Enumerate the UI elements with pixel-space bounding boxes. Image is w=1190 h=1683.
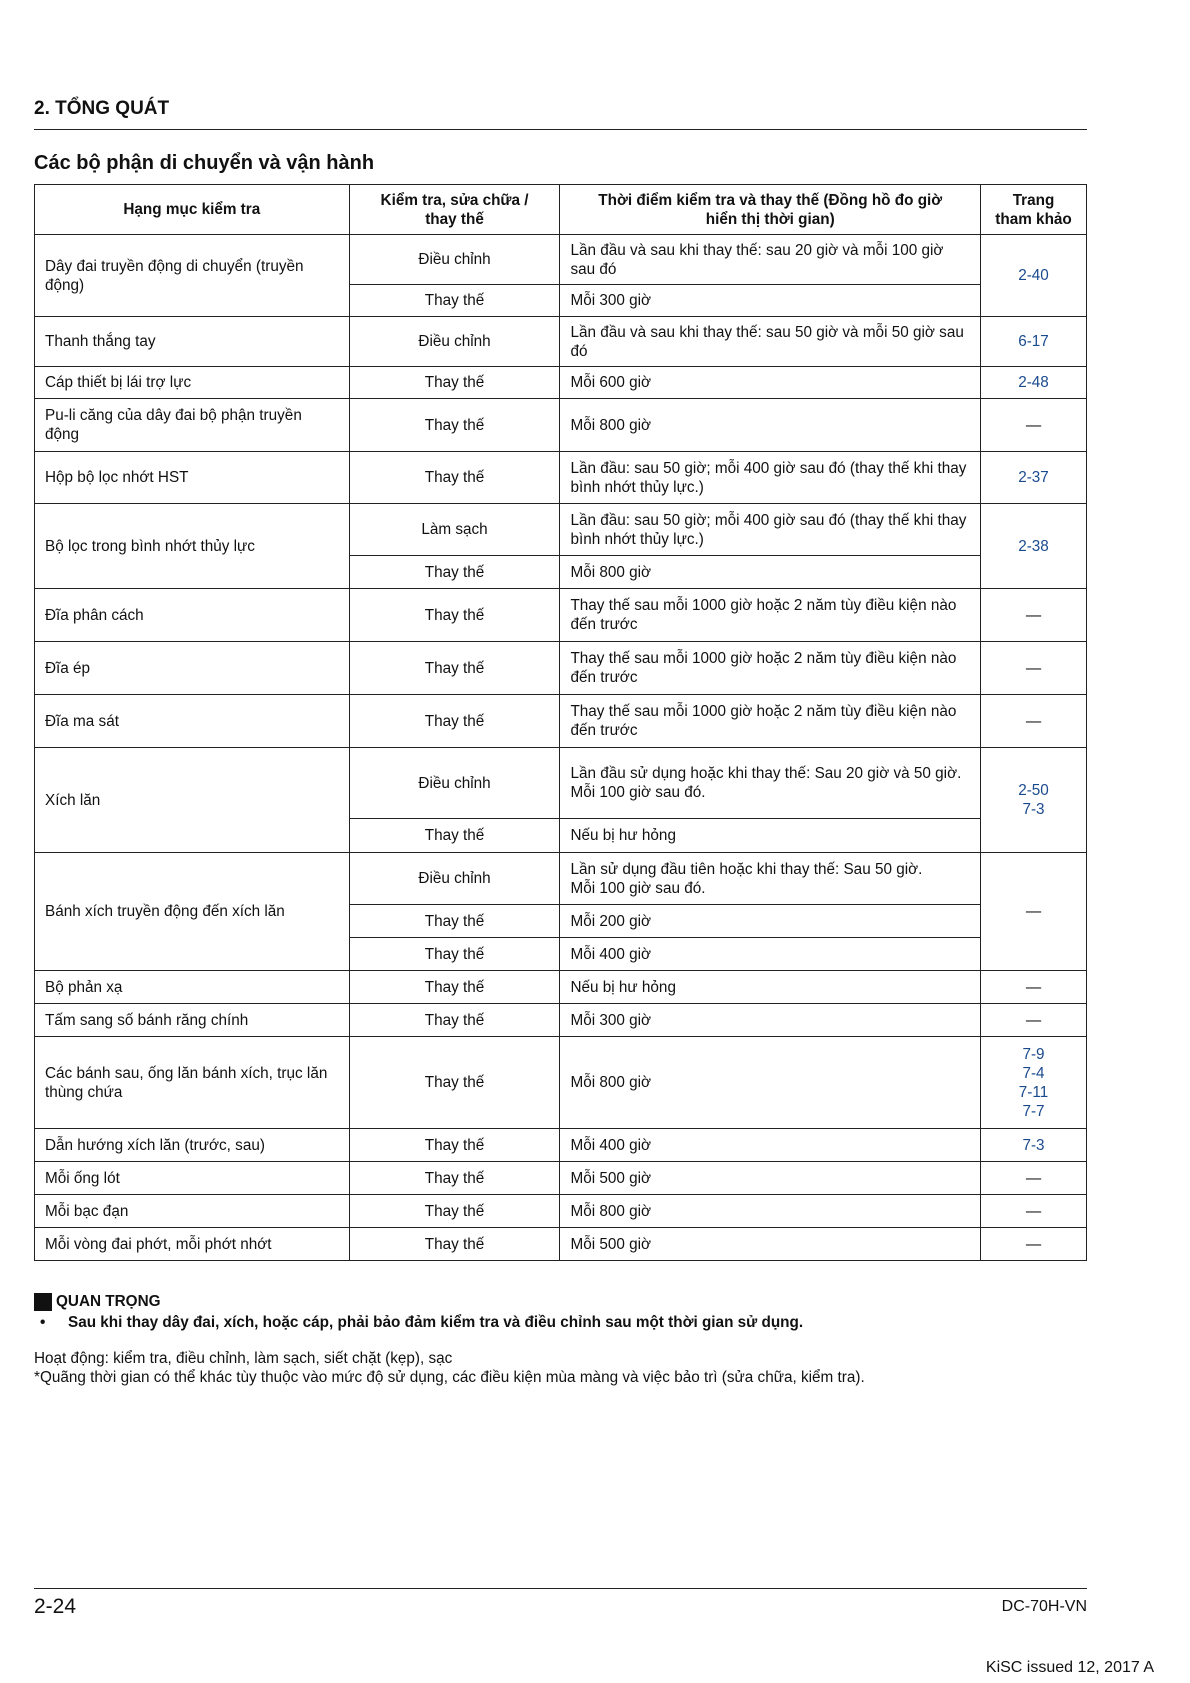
timing-cell: Lần đầu và sau khi thay thế: sau 50 giờ và mỗi 50 giờ sau đó: [560, 317, 981, 367]
action-cell: Thay thế: [349, 1004, 560, 1037]
timing-cell: Lần sử dụng đầu tiên hoặc khi thay thế: Sau 50 giờ. Mỗi 100 giờ sau đó.: [560, 853, 981, 905]
table-row: [35, 235, 1087, 285]
reference-cell: —: [981, 642, 1087, 695]
item-cell: Đĩa ma sát: [35, 695, 350, 748]
timing-cell: Mỗi 500 giờ: [560, 1162, 981, 1195]
reference-cell: —: [981, 1228, 1087, 1261]
header-divider: [34, 129, 1087, 130]
table-row: [35, 748, 1087, 819]
reference-cell: —: [981, 1162, 1087, 1195]
subsection-title: Các bộ phận di chuyển và vận hành: [34, 152, 375, 174]
item-cell: Mỗi bạc đạn: [35, 1195, 350, 1228]
table-row: [35, 853, 1087, 905]
item-cell: Dẫn hướng xích lăn (trước, sau): [35, 1129, 350, 1162]
action-cell: Thay thế: [349, 971, 560, 1004]
header-action: Kiểm tra, sửa chữa / thay thế: [349, 185, 560, 235]
timing-cell: Thay thế sau mỗi 1000 giờ hoặc 2 năm tùy điều kiện nào đến trước: [560, 695, 981, 748]
item-cell: Pu-li căng của dây đai bộ phận truyền động: [35, 399, 350, 452]
item-cell: Xích lăn: [35, 748, 350, 853]
timing-cell: Mỗi 200 giờ: [560, 905, 981, 938]
item-cell: Mỗi ống lót: [35, 1162, 350, 1195]
action-cell: Thay thế: [349, 367, 560, 399]
action-cell: Làm sạch: [349, 504, 560, 556]
reference-link[interactable]: 7-3: [981, 1129, 1087, 1162]
timing-cell: Nếu bị hư hỏng: [560, 971, 981, 1004]
item-cell: Đĩa phân cách: [35, 589, 350, 642]
timing-cell: Lần đầu: sau 50 giờ; mỗi 400 giờ sau đó (thay thế khi thay bình nhớt thủy lực.): [560, 452, 981, 504]
reference-cell: —: [981, 971, 1087, 1004]
issued-label: KiSC issued 12, 2017 A: [985, 1659, 1154, 1676]
reference-link[interactable]: 2-40: [981, 235, 1087, 317]
reference-link[interactable]: 7-9 7-4 7-11 7-7: [981, 1037, 1087, 1129]
action-cell: Thay thế: [349, 1162, 560, 1195]
action-cell: Thay thế: [349, 1037, 560, 1129]
header-reference-page: Trang tham khảo: [981, 185, 1087, 235]
action-cell: Thay thế: [349, 819, 560, 853]
action-cell: Thay thế: [349, 285, 560, 317]
reference-link[interactable]: 6-17: [981, 317, 1087, 367]
item-cell: Hộp bộ lọc nhớt HST: [35, 452, 350, 504]
action-cell: Thay thế: [349, 642, 560, 695]
reference-cell: —: [981, 1195, 1087, 1228]
table-row: [35, 504, 1087, 556]
item-cell: Mỗi vòng đai phớt, mỗi phớt nhớt: [35, 1228, 350, 1261]
timing-cell: Lần đầu và sau khi thay thế: sau 20 giờ và mỗi 100 giờ sau đó: [560, 235, 981, 285]
timing-cell: Mỗi 400 giờ: [560, 938, 981, 971]
timing-cell: Mỗi 800 giờ: [560, 399, 981, 452]
timing-cell: Mỗi 500 giờ: [560, 1228, 981, 1261]
section-title: 2. TỔNG QUÁT: [34, 98, 170, 119]
reference-cell: —: [981, 589, 1087, 642]
important-note: [40, 1314, 803, 1332]
reference-cell: —: [981, 695, 1087, 748]
reference-cell: —: [981, 853, 1087, 971]
header-inspection-item: Hạng mục kiểm tra: [35, 185, 350, 235]
table-row: [35, 452, 1087, 504]
item-cell: Bộ lọc trong bình nhớt thủy lực: [35, 504, 350, 589]
item-cell: Dây đai truyền động di chuyển (truyền động): [35, 235, 350, 317]
maintenance-table: [34, 184, 1087, 1261]
timing-cell: Nếu bị hư hỏng: [560, 819, 981, 853]
action-cell: Thay thế: [349, 695, 560, 748]
table-row: [35, 589, 1087, 642]
action-cell: Thay thế: [349, 905, 560, 938]
timing-cell: Thay thế sau mỗi 1000 giờ hoặc 2 năm tùy điều kiện nào đến trước: [560, 642, 981, 695]
table-row: [35, 1004, 1087, 1037]
timing-cell: Mỗi 600 giờ: [560, 367, 981, 399]
action-cell: Điều chỉnh: [349, 748, 560, 819]
reference-link[interactable]: 2-48: [981, 367, 1087, 399]
table-row: [35, 1162, 1087, 1195]
timing-cell: Lần đầu sử dụng hoặc khi thay thế: Sau 20 giờ và 50 giờ. Mỗi 100 giờ sau đó.: [560, 748, 981, 819]
timing-cell: Mỗi 800 giờ: [560, 1195, 981, 1228]
table-row: [35, 1037, 1087, 1129]
timing-cell: Mỗi 800 giờ: [560, 556, 981, 589]
item-cell: Bộ phản xạ: [35, 971, 350, 1004]
timing-cell: Thay thế sau mỗi 1000 giờ hoặc 2 năm tùy điều kiện nào đến trước: [560, 589, 981, 642]
bullet-icon: •: [40, 1314, 46, 1331]
item-cell: Bánh xích truyền động đến xích lăn: [35, 853, 350, 971]
timing-cell: Mỗi 300 giờ: [560, 285, 981, 317]
table-row: [35, 1228, 1087, 1261]
item-cell: Đĩa ép: [35, 642, 350, 695]
item-cell: Thanh thắng tay: [35, 317, 350, 367]
action-cell: Thay thế: [349, 556, 560, 589]
timing-cell: Lần đầu: sau 50 giờ; mỗi 400 giờ sau đó (thay thế khi thay bình nhớt thủy lực.): [560, 504, 981, 556]
table-row: [35, 367, 1087, 399]
timing-cell: Mỗi 800 giờ: [560, 1037, 981, 1129]
item-cell: Cáp thiết bị lái trợ lực: [35, 367, 350, 399]
reference-link[interactable]: 2-38: [981, 504, 1087, 589]
action-cell: Thay thế: [349, 452, 560, 504]
action-cell: Thay thế: [349, 589, 560, 642]
important-note-text: Sau khi thay dây đai, xích, hoặc cáp, phải bảo đảm kiểm tra và điều chỉnh sau một thời gian sử dụng.: [68, 1314, 804, 1331]
item-cell: Các bánh sau, ống lăn bánh xích, trục lăn thùng chứa: [35, 1037, 350, 1129]
table-row: [35, 317, 1087, 367]
important-square-icon: [34, 1293, 52, 1311]
action-cell: Điều chỉnh: [349, 853, 560, 905]
table-row: [35, 1195, 1087, 1228]
table-row: [35, 399, 1087, 452]
page-number: 2-24: [34, 1595, 77, 1618]
reference-link[interactable]: 2-50 7-3: [981, 748, 1087, 853]
action-cell: Điều chỉnh: [349, 235, 560, 285]
important-label: QUAN TRỌNG: [56, 1293, 161, 1310]
table-row: [35, 642, 1087, 695]
action-cell: Thay thế: [349, 1195, 560, 1228]
important-notice: [34, 1293, 161, 1311]
reference-link[interactable]: 2-37: [981, 452, 1087, 504]
disclaimer-note: *Quãng thời gian có thể khác tùy thuộc vào mức độ sử dụng, các điều kiện mùa màng và việc bảo trì (sửa chữa, kiểm tra).: [34, 1369, 865, 1386]
action-cell: Thay thế: [349, 938, 560, 971]
table-row: [35, 695, 1087, 748]
table-row: [35, 971, 1087, 1004]
timing-cell: Mỗi 300 giờ: [560, 1004, 981, 1037]
activity-note: Hoạt động: kiểm tra, điều chỉnh, làm sạch, siết chặt (kẹp), sạc: [34, 1350, 453, 1367]
timing-cell: Mỗi 400 giờ: [560, 1129, 981, 1162]
item-cell: Tấm sang số bánh răng chính: [35, 1004, 350, 1037]
reference-cell: —: [981, 399, 1087, 452]
table-row: [35, 1129, 1087, 1162]
document-code: DC-70H-VN: [1001, 1598, 1087, 1615]
action-cell: Thay thế: [349, 1129, 560, 1162]
footer-divider: [34, 1588, 1087, 1589]
header-timing: Thời điểm kiểm tra và thay thế (Đồng hồ đo giờ hiển thị thời gian): [560, 185, 981, 235]
reference-cell: —: [981, 1004, 1087, 1037]
action-cell: Thay thế: [349, 399, 560, 452]
action-cell: Thay thế: [349, 1228, 560, 1261]
action-cell: Điều chỉnh: [349, 317, 560, 367]
